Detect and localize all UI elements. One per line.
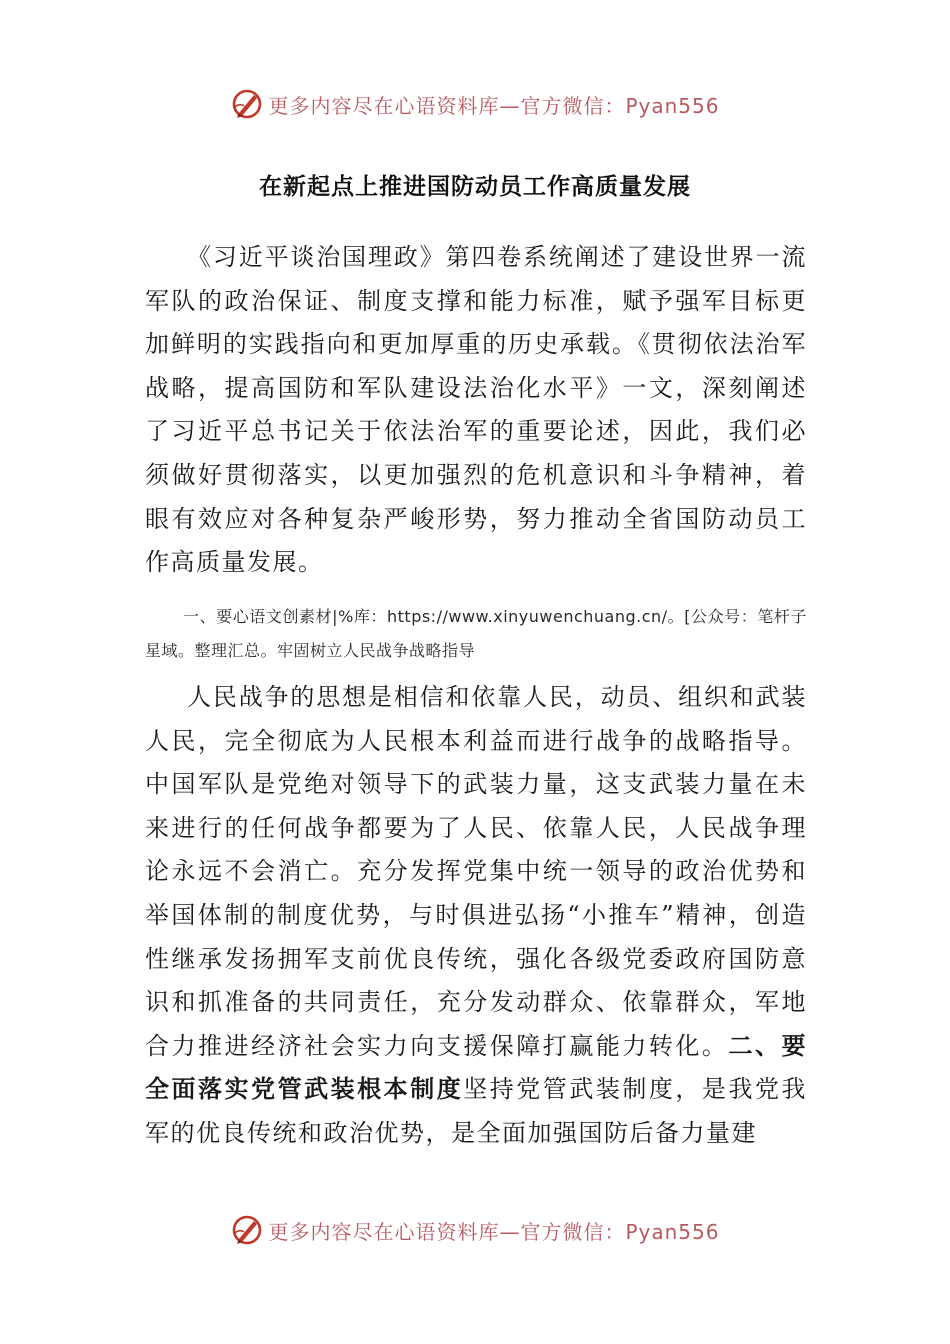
section-one-body: 人民战争的思想是相信和依靠人民，动员、组织和武装人民，完全彻底为人民根本利益而进行战争的战略指导。中国军队是党绝对领导下的武装力量，这支武装力量在未来进行的任何战争都要为了人民、依靠人民，人民战争理论永远不会消亡。充分发挥党集中统一领导的政治优势和举国体制的制度优势，与时俱进弘扬“小推车”精神，创造性继承发扬拥军支前优良传统，强化各级党委政府国防意识和抓准备的共同责任，充分发动群众、依靠群众，军地合力推进经济社会实力向支援保障打赢能力转化。 [145, 683, 807, 1060]
watermark-text: 更多内容尽在心语资料库—官方微信：Pyan556 [268, 93, 720, 118]
section-two-heading: 二、要全面落实党管武装根本制度 [145, 1031, 808, 1104]
section-two-body: 坚持党管武装制度，是我党我军的优良传统和政治优势，是全面加强国防后备力量建 [145, 1075, 807, 1147]
watermark-banner-top [0, 82, 950, 126]
watermark-banner-bottom [0, 1208, 950, 1252]
pen-logo-icon [230, 1213, 264, 1247]
intro-paragraph: 《习近平谈治国理政》第四卷系统阐述了建设世界一流军队的政治保证、制度支撑和能力标准，赋予强军目标更加鲜明的实践指向和更加厚重的历史承载。《贯彻依法治军战略，提高国防和军队建设法治化水平》一文，深刻阐述了习近平总书记关于依法治军的重要论述，因此，我们必须做好贯彻落实，以更加强烈的危机意识和斗争精神，着眼有效应对各种复杂严峻形势，努力推动全省国防动员工作高质量发展。 [145, 243, 807, 577]
document-title: 在新起点上推进国防动员工作高质量发展 [259, 174, 691, 200]
section-one-paragraph [145, 676, 807, 1156]
pen-logo-icon [230, 87, 264, 121]
section-one-heading: 一、要心语文创素材|%库：https://www.xinyuwenchuang.cn/。[公众号：笔杆子星域。整理汇总。牢固树立人民战争战略指导 [145, 607, 807, 660]
watermark-text: 更多内容尽在心语资料库—官方微信：Pyan556 [268, 1219, 720, 1244]
